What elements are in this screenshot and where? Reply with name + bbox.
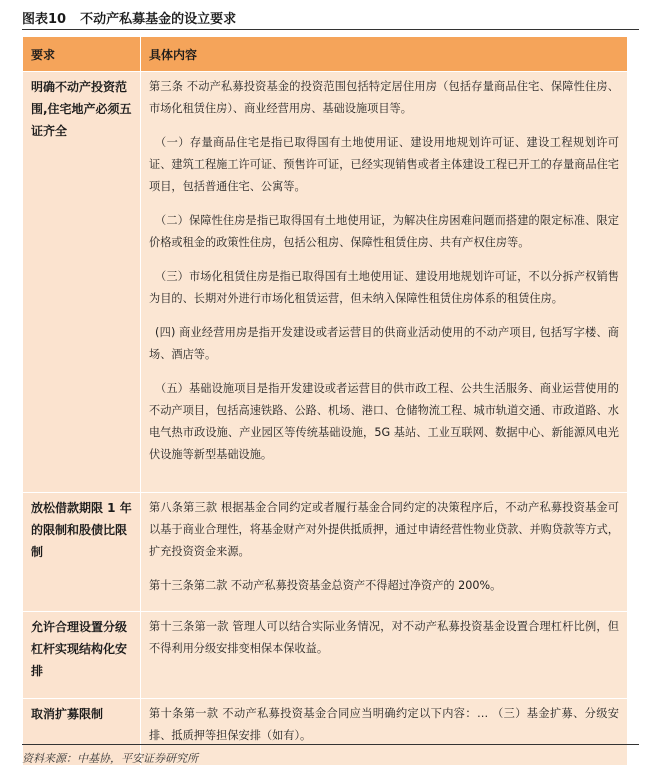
content-cell — [141, 72, 628, 493]
figure-caption: 不动产私募基金的设立要求 — [80, 12, 237, 27]
paragraph: （二）保障性住房是指已取得国有土地使用证，为解决住房困难问题而搭建的限定标准、限定价格或租金的政策性住房，包括公租房、保障性租赁住房、共有产权住房等。 — [149, 214, 619, 249]
paragraph: 第十条第一款 不动产私募投资基金合同应当明确约定以下内容：… （三）基金扩募、分级安排、抵质押等担保安排（如有）。 — [149, 707, 619, 742]
figure-title — [22, 8, 236, 27]
paragraph: （五）基础设施项目是指开发建设或者运营目的供市政工程、公共生活服务、商业运营使用的不动产项目，包括高速铁路、公路、机场、港口、仓储物流工程、城市轨道交通、市政道路、水电气热市政设施、产业园区等传统基础设施，5G 基站、工业互联网、数据中心、新能源风电光伏设施等新型基础设施。 — [149, 382, 619, 461]
paragraph: （三）市场化租赁住房是指已取得国有土地使用证、建设用地规划许可证，不以分拆产权销售为目的、长期对外进行市场化租赁运营，但未纳入保障性租赁住房体系的租赁住房。 — [149, 270, 619, 305]
paragraph: (四) 商业经营用房是指开发建设或者运营目的供商业活动使用的不动产项目, 包括写字楼、商场、酒店等。 — [149, 326, 619, 361]
paragraph: 第十三条第二款 不动产私募投资基金总资产不得超过净资产的 200%。 — [149, 579, 502, 592]
paragraph: 第八条第三款 根据基金合同约定或者履行基金合同约定的决策程序后，不动产私募投资基金可以基于商业合理性，将基金财产对外提供抵质押，通过申请经营性物业贷款、并购贷款等方式，扩充投资资金来源。 — [149, 501, 619, 558]
bottom-rule — [22, 744, 639, 745]
requirement-cell: 取消扩募限制 — [23, 699, 141, 766]
content-cell — [141, 493, 628, 612]
content-cell — [141, 699, 628, 766]
top-rule — [22, 29, 639, 30]
requirement-cell: 明确不动产投资范围,住宅地产必须五证齐全 — [23, 72, 141, 493]
requirements-table — [22, 36, 628, 766]
figure-number: 图表10 — [22, 12, 67, 27]
paragraph: 第三条 不动产私募投资基金的投资范围包括特定居住用房（包括存量商品住宅、保障性住房、市场化租赁住房）、商业经营用房、基础设施项目等。 — [149, 80, 619, 115]
content-cell — [141, 612, 628, 699]
paragraph: 第十三条第一款 管理人可以结合实际业务情况，对不动产私募投资基金设置合理杠杆比例，但不得利用分级安排变相保本保收益。 — [149, 620, 619, 655]
table-row — [23, 493, 628, 612]
table-header-row — [23, 37, 628, 72]
header-requirement: 要求 — [23, 37, 141, 72]
table-row — [23, 612, 628, 699]
header-content: 具体内容 — [141, 37, 628, 72]
source-note: 资料来源：中基协，平安证券研究所 — [22, 752, 198, 765]
paragraph: （一）存量商品住宅是指已取得国有土地使用证、建设用地规划许可证、建设工程规划许可证、建筑工程施工许可证、预售许可证，已经实现销售或者主体建设工程已开工的存量商品住宅项目，包括普通住宅、公寓等。 — [149, 136, 619, 193]
table-row — [23, 72, 628, 493]
requirement-cell: 允许合理设置分级杠杆实现结构化安排 — [23, 612, 141, 699]
requirement-cell: 放松借款期限 1 年的限制和股债比限制 — [23, 493, 141, 612]
